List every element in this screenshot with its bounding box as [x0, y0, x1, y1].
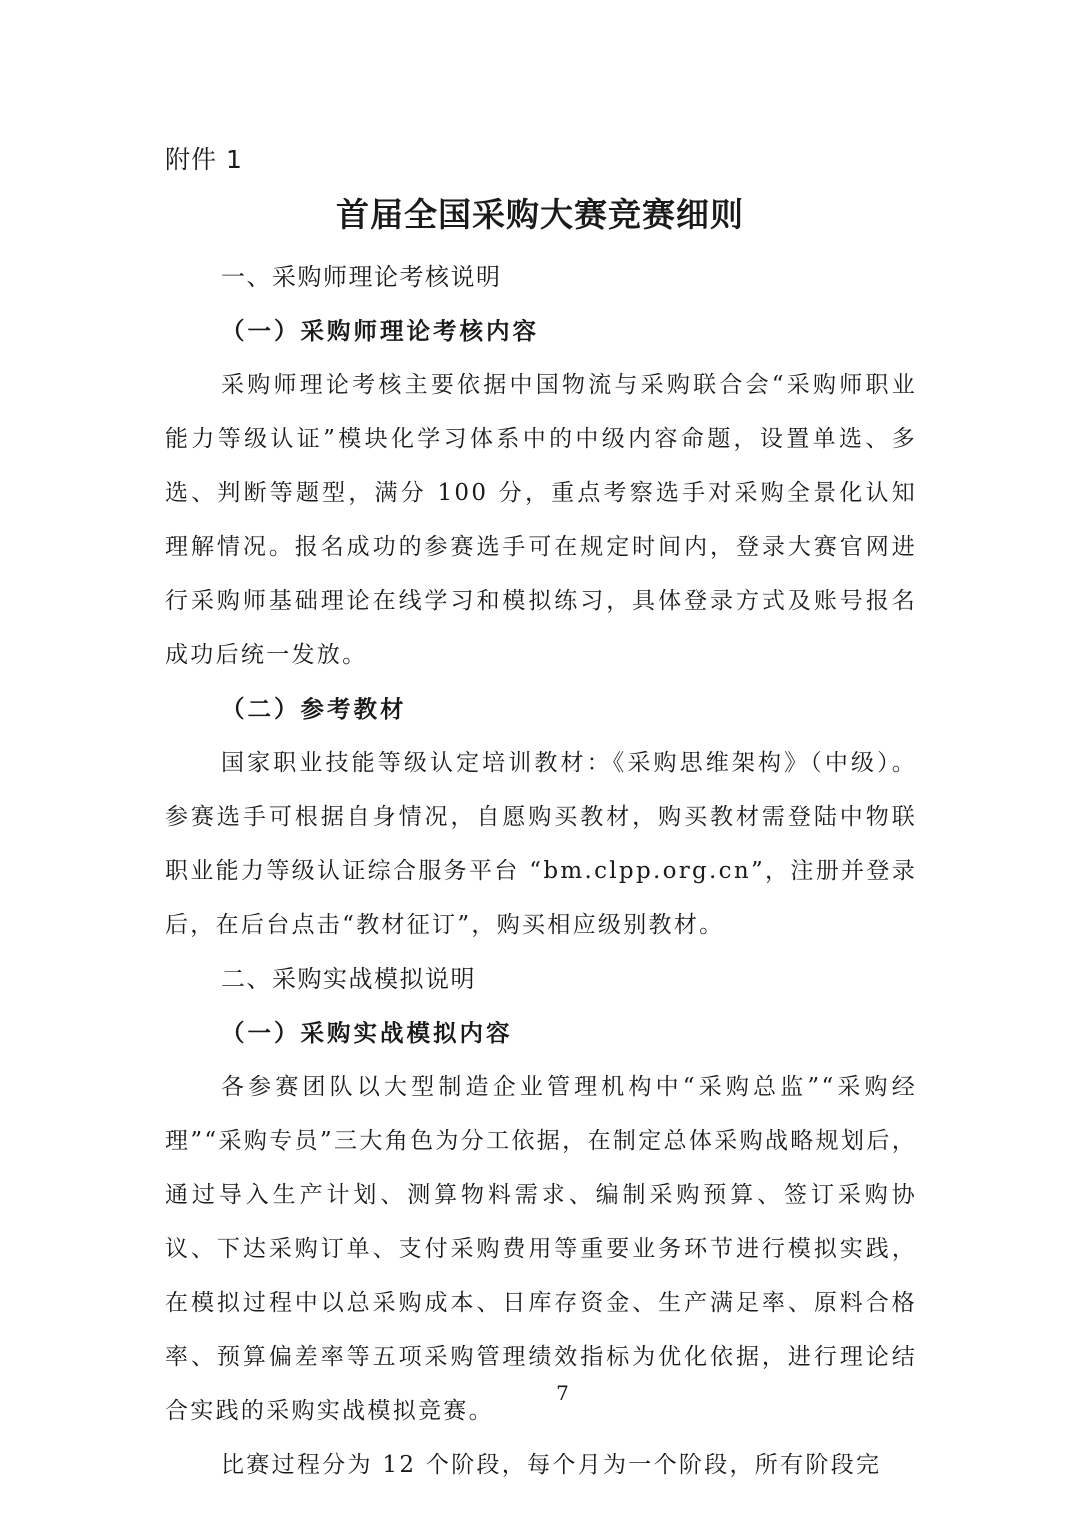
subsection-heading-theory-content: （一）采购师理论考核内容	[221, 317, 539, 345]
document-body	[165, 250, 917, 1492]
section-heading-simulation: 二、采购实战模拟说明	[221, 965, 476, 993]
subsection-heading-simulation-content: （一）采购实战模拟内容	[221, 1019, 513, 1047]
attachment-label: 附件 1	[165, 145, 243, 174]
section-heading-theory: 一、采购师理论考核说明	[221, 263, 502, 291]
document-title: 首届全国采购大赛竞赛细则	[336, 195, 744, 234]
page-number: 7	[556, 1381, 569, 1405]
paragraph-theory-content: 采购师理论考核主要依据中国物流与采购联合会“采购师职业能力等级认证”模块化学习体系中的中级内容命题，设置单选、多选、判断等题型，满分 100 分，重点考察选手对采购全景化认知理解情况。报名成功的参赛选手可在规定时间内，登录大赛官网进行采购师基础理论在线学习和模拟练习，具体登录方式及账号报名成功后统一发放。	[165, 372, 917, 668]
paragraph-simulation-content: 各参赛团队以大型制造企业管理机构中“采购总监”“采购经理”“采购专员”三大角色为分工依据，在制定总体采购战略规划后，通过导入生产计划、测算物料需求、编制采购预算、签订采购协议、下达采购订单、支付采购费用等重要业务环节进行模拟实践，在模拟过程中以总采购成本、日库存资金、生产满足率、原料合格率、预算偏差率等五项采购管理绩效指标为优化依据，进行理论结合实践的采购实战模拟竞赛。	[165, 1074, 917, 1424]
paragraph-textbook: 国家职业技能等级认定培训教材：《采购思维架构》（中级）。参赛选手可根据自身情况，自愿购买教材，购买教材需登陆中物联职业能力等级认证综合服务平台 “bm.clpp.org.cn”，注册并登录后，在后台点击“教材征订”，购买相应级别教材。	[165, 750, 917, 938]
subsection-heading-textbook: （二）参考教材	[221, 695, 407, 723]
paragraph-competition-stages: 比赛过程分为 12 个阶段，每个月为一个阶段，所有阶段完	[221, 1452, 882, 1478]
